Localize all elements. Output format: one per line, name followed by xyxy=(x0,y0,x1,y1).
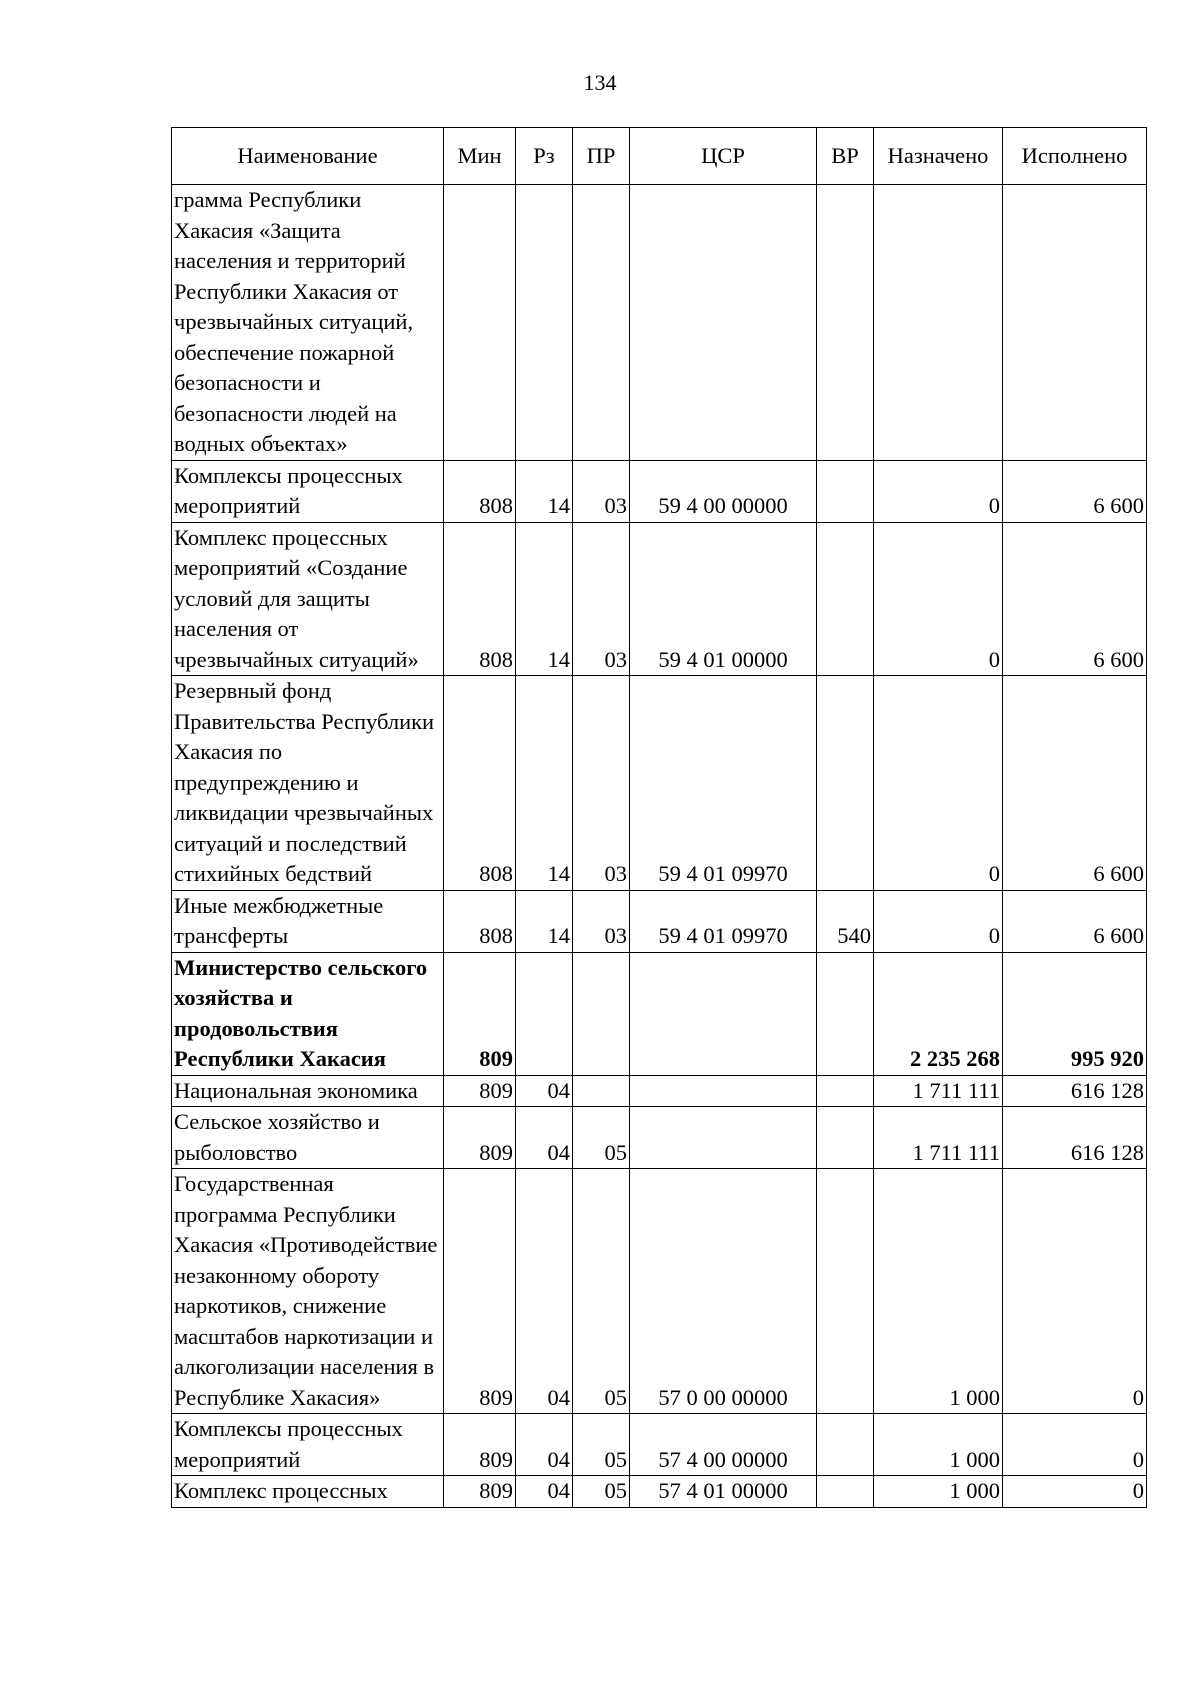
cell-executed: 0 xyxy=(1003,1414,1147,1476)
cell-pr xyxy=(573,952,630,1075)
table-row xyxy=(172,1075,1147,1107)
table-row xyxy=(172,1107,1147,1169)
cell-vr: 540 xyxy=(817,890,874,952)
table-row xyxy=(172,952,1147,1075)
cell-assigned: 0 xyxy=(874,890,1003,952)
cell-vr xyxy=(817,952,874,1075)
cell-min: 809 xyxy=(444,1075,516,1107)
cell-assigned: 0 xyxy=(874,676,1003,891)
table-row xyxy=(172,1169,1147,1414)
cell-name: Национальная экономика xyxy=(172,1075,444,1107)
cell-executed: 995 920 xyxy=(1003,952,1147,1075)
cell-rz: 04 xyxy=(516,1075,573,1107)
cell-rz xyxy=(516,185,573,461)
cell-vr xyxy=(817,1107,874,1169)
cell-csr xyxy=(630,1075,817,1107)
cell-min: 808 xyxy=(444,676,516,891)
col-header-pr: ПР xyxy=(573,128,630,185)
table-row xyxy=(172,1476,1147,1508)
cell-name: Государственная программа Республики Хакасия «Противодействие незаконному обороту наркотиков, снижение масштабов наркотизации и алкоголизации населения в Республике Хакасия» xyxy=(172,1169,444,1414)
cell-csr: 57 4 00 00000 xyxy=(630,1414,817,1476)
cell-assigned: 1 711 111 xyxy=(874,1107,1003,1169)
cell-assigned: 1 711 111 xyxy=(874,1075,1003,1107)
cell-pr: 03 xyxy=(573,676,630,891)
cell-assigned: 1 000 xyxy=(874,1414,1003,1476)
cell-vr xyxy=(817,185,874,461)
table-row xyxy=(172,522,1147,676)
cell-rz: 04 xyxy=(516,1414,573,1476)
cell-csr: 57 0 00 00000 xyxy=(630,1169,817,1414)
cell-executed: 6 600 xyxy=(1003,460,1147,522)
cell-executed: 6 600 xyxy=(1003,890,1147,952)
cell-assigned: 1 000 xyxy=(874,1169,1003,1414)
cell-csr: 59 4 01 09970 xyxy=(630,676,817,891)
cell-pr: 03 xyxy=(573,890,630,952)
cell-rz: 04 xyxy=(516,1169,573,1414)
cell-csr: 59 4 00 00000 xyxy=(630,460,817,522)
cell-name: Резервный фонд Правительства Республики Хакасия по предупреждению и ликвидации чрезвычайных ситуаций и последствий стихийных бедствий xyxy=(172,676,444,891)
cell-assigned: 0 xyxy=(874,522,1003,676)
cell-name: Иные межбюджетные трансферты xyxy=(172,890,444,952)
cell-name: Комплексы процессных мероприятий xyxy=(172,1414,444,1476)
cell-rz: 14 xyxy=(516,522,573,676)
cell-pr: 03 xyxy=(573,460,630,522)
cell-name: Комплекс процессных мероприятий «Создание условий для защиты населения от чрезвычайных ситуаций» xyxy=(172,522,444,676)
cell-executed xyxy=(1003,185,1147,461)
col-header-executed: Исполнено xyxy=(1003,128,1147,185)
col-header-csr: ЦСР xyxy=(630,128,817,185)
cell-min: 808 xyxy=(444,890,516,952)
cell-csr: 59 4 01 09970 xyxy=(630,890,817,952)
col-header-min: Мин xyxy=(444,128,516,185)
table-row xyxy=(172,1414,1147,1476)
header-row xyxy=(172,128,1147,185)
col-header-name: Наименование xyxy=(172,128,444,185)
cell-name: Комплекс процессных xyxy=(172,1476,444,1508)
cell-name: Комплексы процессных мероприятий xyxy=(172,460,444,522)
cell-vr xyxy=(817,522,874,676)
cell-min: 809 xyxy=(444,1107,516,1169)
cell-vr xyxy=(817,1169,874,1414)
cell-executed: 6 600 xyxy=(1003,522,1147,676)
cell-pr xyxy=(573,185,630,461)
cell-rz: 14 xyxy=(516,460,573,522)
cell-pr: 05 xyxy=(573,1107,630,1169)
cell-assigned: 2 235 268 xyxy=(874,952,1003,1075)
cell-rz: 14 xyxy=(516,890,573,952)
cell-min: 809 xyxy=(444,1169,516,1414)
cell-vr xyxy=(817,1476,874,1508)
table-row xyxy=(172,460,1147,522)
table-body xyxy=(172,185,1147,1508)
col-header-assigned: Назначено xyxy=(874,128,1003,185)
cell-assigned xyxy=(874,185,1003,461)
cell-assigned: 0 xyxy=(874,460,1003,522)
budget-table xyxy=(171,127,1147,1508)
cell-vr xyxy=(817,460,874,522)
cell-pr xyxy=(573,1075,630,1107)
cell-min: 809 xyxy=(444,952,516,1075)
cell-name: Министерство сельского хозяйства и продовольствия Республики Хакасия xyxy=(172,952,444,1075)
cell-csr: 59 4 01 00000 xyxy=(630,522,817,676)
cell-executed: 0 xyxy=(1003,1476,1147,1508)
table-row xyxy=(172,676,1147,891)
cell-rz: 04 xyxy=(516,1476,573,1508)
cell-csr xyxy=(630,185,817,461)
cell-min: 808 xyxy=(444,460,516,522)
page-number: 134 xyxy=(583,70,617,95)
cell-executed: 6 600 xyxy=(1003,676,1147,891)
cell-name: Сельское хозяйство и рыболовство xyxy=(172,1107,444,1169)
cell-pr: 05 xyxy=(573,1169,630,1414)
cell-rz xyxy=(516,952,573,1075)
cell-min xyxy=(444,185,516,461)
cell-executed: 0 xyxy=(1003,1169,1147,1414)
cell-csr xyxy=(630,1107,817,1169)
cell-vr xyxy=(817,1414,874,1476)
cell-min: 809 xyxy=(444,1476,516,1508)
cell-assigned: 1 000 xyxy=(874,1476,1003,1508)
cell-rz: 04 xyxy=(516,1107,573,1169)
cell-rz: 14 xyxy=(516,676,573,891)
cell-executed: 616 128 xyxy=(1003,1075,1147,1107)
table-row xyxy=(172,890,1147,952)
cell-min: 808 xyxy=(444,522,516,676)
cell-pr: 05 xyxy=(573,1476,630,1508)
col-header-rz: Рз xyxy=(516,128,573,185)
cell-csr xyxy=(630,952,817,1075)
cell-pr: 03 xyxy=(573,522,630,676)
cell-csr: 57 4 01 00000 xyxy=(630,1476,817,1508)
col-header-vr: ВР xyxy=(817,128,874,185)
cell-name: грамма Республики Хакасия «Защита населения и территорий Республики Хакасия от чрезвычайных ситуаций, обеспечение пожарной безопасности и безопасности людей на водных объектах» xyxy=(172,185,444,461)
cell-executed: 616 128 xyxy=(1003,1107,1147,1169)
cell-vr xyxy=(817,1075,874,1107)
cell-min: 809 xyxy=(444,1414,516,1476)
cell-vr xyxy=(817,676,874,891)
cell-pr: 05 xyxy=(573,1414,630,1476)
table-row xyxy=(172,185,1147,461)
